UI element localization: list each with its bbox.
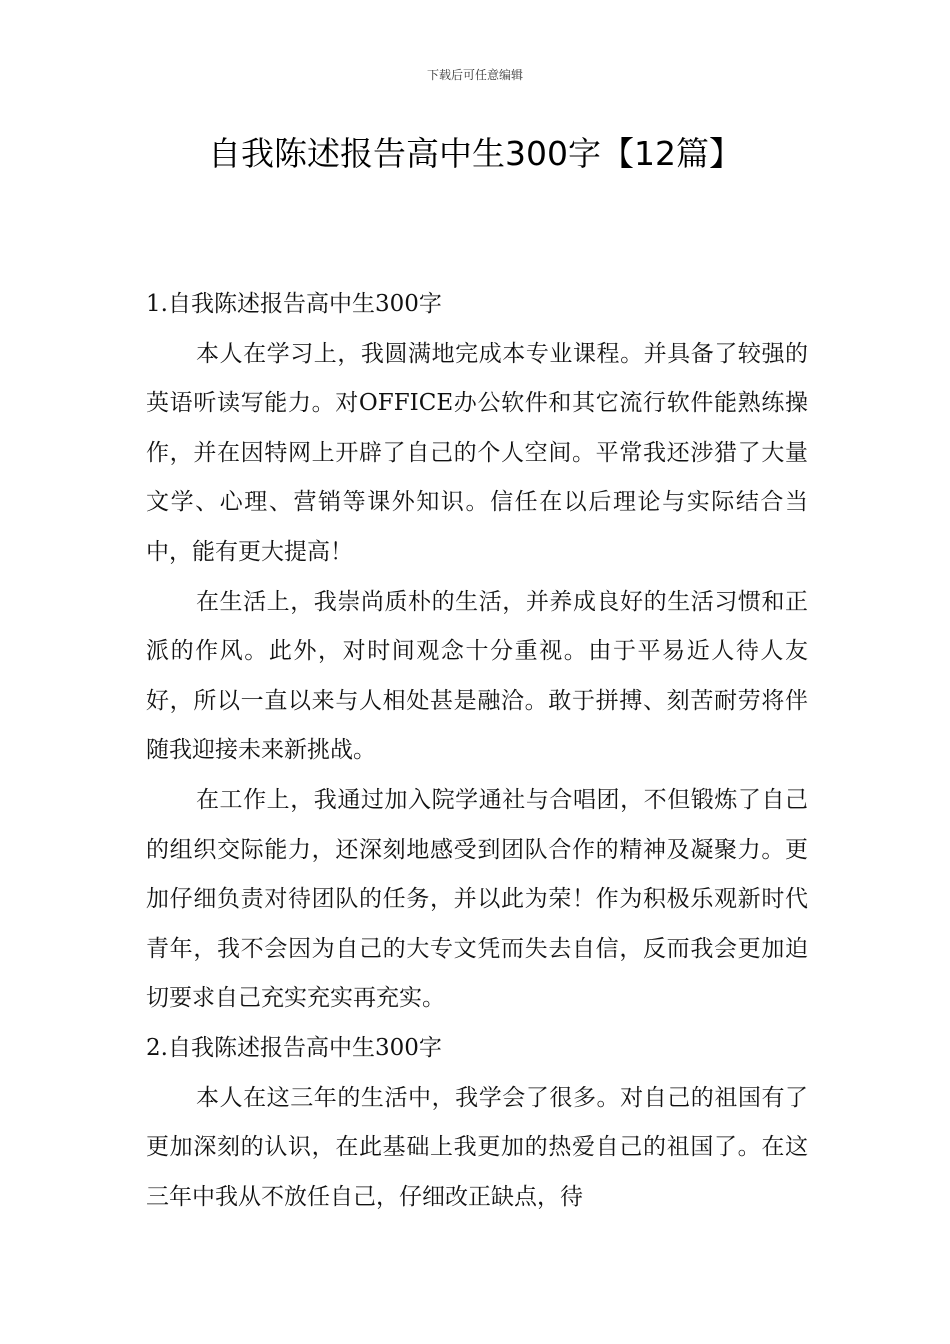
page-header-note: 下载后可任意编辑 — [426, 68, 523, 82]
paragraph: 本人在学习上，我圆满地完成本专业课程。并具备了较强的英语听读写能力。对OFFICE办公软件和其它流行软件能熟练操作，并在因特网上开辟了自己的个人空间。平常我还涉猎了大量文学、心理、营销等课外知识。信任在以后理论与实际结合当中，能有更大提高！ — [146, 340, 808, 565]
document-title: 自我陈述报告高中生300字【12篇】 — [208, 134, 742, 173]
paragraph: 在工作上，我通过加入院学通社与合唱团，不但锻炼了自己的组织交际能力，还深刻地感受到团队合作的精神及凝聚力。更加仔细负责对待团队的任务，并以此为荣！作为积极乐观新时代青年，我不会因为自己的大专文凭而失去自信，反而我会更加迫切要求自己充实充实再充实。 — [146, 786, 808, 1012]
document-body — [146, 280, 808, 1222]
paragraph: 本人在这三年的生活中，我学会了很多。对自己的祖国有了更加深刻的认识，在此基础上我更加的热爱自己的祖国了。在这三年中我从不放任自己，仔细改正缺点，待 — [146, 1084, 808, 1210]
section-heading: 2.自我陈述报告高中生300字 — [146, 1034, 442, 1061]
section-heading: 1.自我陈述报告高中生300字 — [146, 291, 442, 317]
paragraph: 在生活上，我崇尚质朴的生活，并养成良好的生活习惯和正派的作风。此外，对时间观念十分重视。由于平易近人待人友好，所以一直以来与人相处甚是融洽。敢于拼搏、刻苦耐劳将伴随我迎接未来新挑战。 — [146, 588, 808, 764]
